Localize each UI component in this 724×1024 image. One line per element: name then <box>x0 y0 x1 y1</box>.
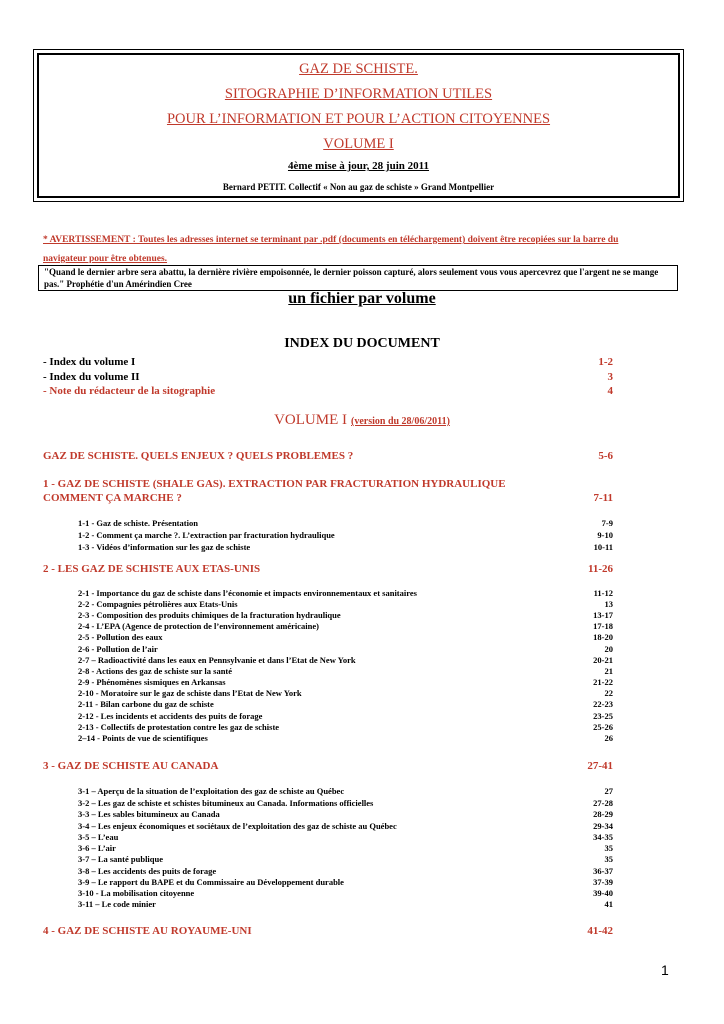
title-box <box>33 49 684 202</box>
subsection-pages: 36-37 <box>593 866 613 876</box>
section-row <box>43 563 613 577</box>
index-pages: 3 <box>607 371 613 383</box>
subsection-pages: 21-22 <box>593 677 613 687</box>
subsection-pages: 37-39 <box>593 877 613 887</box>
index-row <box>43 385 613 399</box>
subsection-label: 1-3 - Vidéos d’information sur les gaz de schiste <box>78 542 251 552</box>
subsection-pages: 20-21 <box>593 655 613 665</box>
subsection-label: 3-6 – L’air <box>78 843 116 853</box>
subsection-label: 2-7 – Radioactivité dans les eaux en Pennsylvanie et dans l’Etat de New York <box>78 655 356 665</box>
subsection-pages: 18-20 <box>593 632 613 642</box>
quote-box: "Quand le dernier arbre sera abattu, la dernière rivière empoisonnée, le dernier poisson capturé, alors seulement vous vous apercevrez que l'argent ne se mange pas." Prophétie d'un Amérindien Cree <box>38 265 678 291</box>
subsection-pages: 20 <box>604 644 613 654</box>
index-title: INDEX DU DOCUMENT <box>284 336 440 351</box>
subsection-pages: 22-23 <box>593 699 613 709</box>
section-row <box>43 478 613 492</box>
subsection-row <box>78 677 613 688</box>
subsection-label: 2-8 - Actions des gaz de schiste sur la santé <box>78 666 233 676</box>
index-pages: 4 <box>607 385 613 397</box>
subsection-row <box>78 518 613 529</box>
subsection-pages: 26 <box>604 733 613 743</box>
title-box-inner <box>37 53 680 198</box>
section-label-cont: COMMENT ÇA MARCHE ? <box>43 492 182 504</box>
subsection-label: 3-7 – La santé publique <box>78 854 164 864</box>
subsection-pages: 41 <box>604 899 613 909</box>
subsection-row <box>78 688 613 699</box>
index-pages: 1-2 <box>598 356 613 368</box>
section-label: GAZ DE SCHISTE. QUELS ENJEUX ? QUELS PROBLEMES ? <box>43 450 354 462</box>
subsection-label: 3-2 – Les gaz de schiste et schistes bitumineux au Canada. Informations officielles <box>78 798 374 808</box>
subsection-label: 3-5 – L’eau <box>78 832 119 842</box>
doc-title: GAZ DE SCHISTE. <box>299 61 418 77</box>
subsection-label: 2-11 - Bilan carbone du gaz de schiste <box>78 699 214 709</box>
subsection-label: 2-9 - Phénomènes sismiques en Arkansas <box>78 677 226 687</box>
index-label: - Index du volume I <box>43 356 136 368</box>
subsection-row <box>78 530 613 541</box>
subsection-label: 3-4 – Les enjeux économiques et sociétaux de l’exploitation des gaz de schiste au Québec <box>78 821 397 831</box>
subsection-row <box>78 843 613 854</box>
volume-heading <box>0 411 724 429</box>
subsection-pages: 13-17 <box>593 610 613 620</box>
subsection-row <box>78 798 613 809</box>
subsection-label: 3-1 – Aperçu de la situation de l’exploitation des gaz de schiste au Québec <box>78 786 345 796</box>
subsection-label: 2-13 - Collectifs de protestation contre les gaz de schiste <box>78 722 280 732</box>
volume-title: VOLUME I <box>274 412 347 428</box>
subsection-row <box>78 866 613 877</box>
subsection-pages: 25-26 <box>593 722 613 732</box>
index-row <box>43 356 613 370</box>
subsection-pages: 11-12 <box>593 588 613 598</box>
subsection-pages: 23-25 <box>593 711 613 721</box>
subsection-row <box>78 588 613 599</box>
subsection-pages: 17-18 <box>593 621 613 631</box>
subsection-label: 2-3 - Composition des produits chimiques de la fracturation hydraulique <box>78 610 341 620</box>
subsection-pages: 21 <box>604 666 613 676</box>
subsection-row <box>78 722 613 733</box>
subsection-label: 1-2 - Comment ça marche ?. L’extraction par fracturation hydraulique <box>78 530 335 540</box>
subsection-pages: 27 <box>604 786 613 796</box>
subsection-pages: 39-40 <box>593 888 613 898</box>
section-label: 2 - LES GAZ DE SCHISTE AUX ETAS-UNIS <box>43 563 261 575</box>
section-row <box>43 760 613 774</box>
section-label: 1 - GAZ DE SCHISTE (SHALE GAS). EXTRACTION PAR FRACTURATION HYDRAULIQUE <box>43 478 506 490</box>
subsection-row <box>78 655 613 666</box>
section-pages: 27-41 <box>587 760 613 772</box>
subsection-row <box>78 542 613 553</box>
section-pages: 7-11 <box>593 492 613 504</box>
subsection-pages: 34-35 <box>593 832 613 842</box>
section-label: 3 - GAZ DE SCHISTE AU CANADA <box>43 760 219 772</box>
section-row <box>43 450 613 464</box>
subsection-label: 2–14 - Points de vue de scientifiques <box>78 733 208 743</box>
subsection-label: 3-10 - La mobilisation citoyenne <box>78 888 195 898</box>
subsection-row <box>78 899 613 910</box>
subsection-row <box>78 786 613 797</box>
subsection-label: 3-3 – Les sables bitumineux au Canada <box>78 809 220 819</box>
section-row <box>43 492 613 506</box>
subsection-pages: 27-28 <box>593 798 613 808</box>
section-pages: 5-6 <box>598 450 613 462</box>
subsection-label: 3-8 – Les accidents des puits de forage <box>78 866 217 876</box>
subsection-label: 2-4 - L’EPA (Agence de protection de l’environnement américaine) <box>78 621 319 631</box>
doc-subtitle-2: POUR L’INFORMATION ET POUR L’ACTION CITOYENNES <box>166 111 551 127</box>
doc-volume: VOLUME I <box>323 136 394 152</box>
subsection-label: 2-2 - Compagnies pétrolières aux Etats-Unis <box>78 599 238 609</box>
subsection-row <box>78 733 613 744</box>
subsection-pages: 35 <box>604 843 613 853</box>
subsection-row <box>78 711 613 722</box>
section-pages: 41-42 <box>587 925 613 937</box>
subsection-row <box>78 610 613 621</box>
subsection-row <box>78 621 613 632</box>
subsection-pages: 35 <box>604 854 613 864</box>
author-line: Bernard PETIT. Collectif « Non au gaz de schiste » Grand Montpellier <box>222 182 495 192</box>
subsection-row <box>78 888 613 899</box>
subsection-row <box>78 632 613 643</box>
subsection-pages: 9-10 <box>597 530 613 540</box>
subsection-pages: 22 <box>604 688 613 698</box>
subsection-pages: 28-29 <box>593 809 613 819</box>
subsection-row <box>78 877 613 888</box>
index-row <box>43 371 613 385</box>
subsection-label: 3-11 – Le code minier <box>78 899 156 909</box>
subsection-pages: 10-11 <box>593 542 613 552</box>
subsection-row <box>78 821 613 832</box>
subsection-label: 2-1 - Importance du gaz de schiste dans l’économie et impacts environnementaux et sanitaires <box>78 588 417 598</box>
warning-note: * AVERTISSEMENT : Toutes les adresses internet se terminant par .pdf (documents en téléchargement) doivent être recopiées sur la barre du navigateur pour être obtenues. <box>43 235 619 264</box>
subsection-row <box>78 832 613 843</box>
subsection-label: 2-6 - Pollution de l’air <box>78 644 158 654</box>
subsection-label: 2-5 - Pollution des eaux <box>78 632 163 642</box>
subsection-pages: 29-34 <box>593 821 613 831</box>
page-number: 1 <box>661 962 669 978</box>
subsection-label: 2-12 - Les incidents et accidents des puits de forage <box>78 711 263 721</box>
section-label: 4 - GAZ DE SCHISTE AU ROYAUME-UNI <box>43 925 252 937</box>
subsection-pages: 13 <box>604 599 613 609</box>
index-label: - Index du volume II <box>43 371 140 383</box>
update-date: 4ème mise à jour, 28 juin 2011 <box>287 160 430 172</box>
subsection-row <box>78 699 613 710</box>
subsection-row <box>78 644 613 655</box>
subsection-label: 1-1 - Gaz de schiste. Présentation <box>78 518 198 528</box>
volume-version: (version du 28/06/2011) <box>351 416 450 427</box>
subsection-row <box>78 809 613 820</box>
subsection-label: 3-9 – Le rapport du BAPE et du Commissaire au Développement durable <box>78 877 344 887</box>
subsection-row <box>78 666 613 677</box>
subsection-row <box>78 854 613 865</box>
index-label: - Note du rédacteur de la sitographie <box>43 385 216 397</box>
file-title: un fichier par volume <box>288 290 436 307</box>
subsection-label: 2-10 - Moratoire sur le gaz de schiste dans l’Etat de New York <box>78 688 302 698</box>
subsection-pages: 7-9 <box>601 518 613 528</box>
section-row <box>43 925 613 939</box>
doc-subtitle-1: SITOGRAPHIE D’INFORMATION UTILES <box>224 86 493 102</box>
section-pages: 11-26 <box>587 563 613 575</box>
subsection-row <box>78 599 613 610</box>
